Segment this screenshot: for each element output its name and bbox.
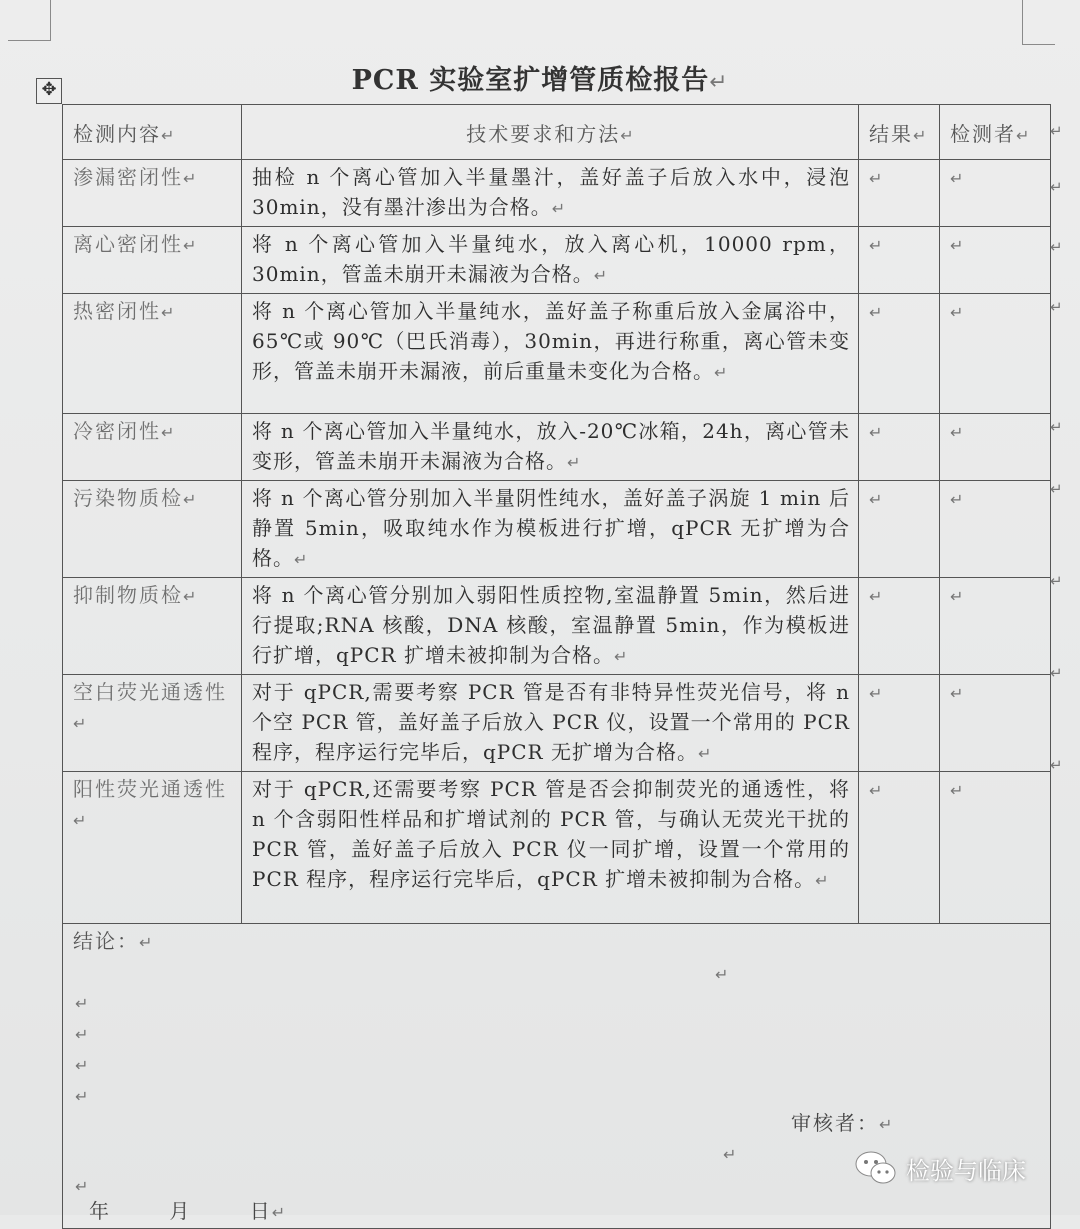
row-method-cell: 将 n 个离心管分别加入半量阴性纯水，盖好盖子涡旋 1 min 后静置 5min，吸取纯水作为模板进行扩增，qPCR 无扩增为合格。↵ [242, 481, 859, 578]
conclusion-label: 结论：↵ [73, 929, 155, 953]
row-result-cell[interactable]: ↵ [859, 414, 940, 481]
row-result-cell[interactable]: ↵ [859, 578, 940, 675]
report-title: PCR 实验室扩增管质检报告↵ [351, 65, 729, 96]
paragraph-mark: ↵ [715, 965, 729, 984]
watermark-text: 检验与临床 [906, 1156, 1026, 1185]
row-item-cell: 冷密闭性↵ [63, 414, 242, 481]
row-item-cell: 渗漏密闭性↵ [63, 160, 242, 227]
row-method-cell: 将 n 个离心管加入半量纯水，放入离心机，10000 rpm，30min，管盖未崩开未漏液为合格。↵ [242, 227, 859, 294]
header-cell-method: 技术要求和方法↵ [242, 105, 859, 160]
row-item-cell: 阳性荧光通透性↵ [63, 772, 242, 924]
row-result-cell[interactable]: ↵ [859, 772, 940, 924]
row-item-cell: 抑制物质检↵ [63, 578, 242, 675]
row-item-cell: 空白荧光通透性↵ [63, 675, 242, 772]
reviewer-label: 审核者：↵ [791, 1111, 895, 1135]
table-row [63, 414, 1051, 481]
table-header-row [63, 105, 1051, 160]
table-row [63, 675, 1051, 772]
header-cell-tester: 检测者↵ [940, 105, 1051, 160]
table-row [63, 160, 1051, 227]
row-result-cell[interactable]: ↵ [859, 675, 940, 772]
row-method-cell: 对于 qPCR,需要考察 PCR 管是否有非特异性荧光信号，将 n 个空 PCR 管，盖好盖子后放入 PCR 仪，设置一个常用的 PCR 程序，程序运行完毕后，qPCR 无扩增为合格。↵ [242, 675, 859, 772]
wechat-icon [854, 1150, 898, 1186]
paragraph-mark: ↵ [723, 1145, 737, 1164]
row-method-cell: 将 n 个离心管加入半量纯水，盖好盖子称重后放入金属浴中，65℃或 90℃（巴氏消毒），30min，再进行称重，离心管未变形，管盖未崩开未漏液，前后重量未变化为合格。↵ [242, 294, 859, 414]
row-tester-cell[interactable]: ↵ [940, 675, 1051, 772]
header-cell-result: 结果↵ [859, 105, 940, 160]
row-result-cell[interactable]: ↵ [859, 160, 940, 227]
paragraph-mark: ↵ [75, 1177, 89, 1196]
table-row [63, 578, 1051, 675]
row-tester-cell[interactable]: ↵ [940, 578, 1051, 675]
row-tester-cell[interactable]: ↵ [940, 160, 1051, 227]
row-method-cell: 将 n 个离心管加入半量纯水，放入-20℃冰箱，24h，离心管未变形，管盖未崩开未漏液为合格。↵ [242, 414, 859, 481]
row-tester-cell[interactable]: ↵ [940, 414, 1051, 481]
header-cell-item: 检测内容↵ [63, 105, 242, 160]
table-row [63, 481, 1051, 578]
row-tester-cell[interactable]: ↵ [940, 772, 1051, 924]
row-method-cell: 抽检 n 个离心管加入半量墨汁，盖好盖子后放入水中，浸泡 30min，没有墨汁渗出为合格。↵ [242, 160, 859, 227]
row-item-cell: 热密闭性↵ [63, 294, 242, 414]
document-page: ✥ PCR 实验室扩增管质检报告↵ 检测内容↵ 技术要求和方法↵ 结果↵ 检测者↵ 渗漏密闭性↵ 抽检 n 个离心管加入半量墨汁，盖好盖子后放入水中，浸泡 30min，没有墨汁渗出为合格。↵ ↵ ↵ 离心密闭性↵ 将 n 个离心管加入半量纯水，放入离心机，10000 rpm，30min，管盖未崩开未漏液为合格。↵ ↵ ↵ 热密闭性↵ 将 n 个离心管加入半量纯水，盖好盖子称重后放入金属浴中，65℃或 90℃（巴氏消毒），30min，再进行称重，离心管未变形，管盖未崩开未漏液，前后重量未变化为合格。↵ ↵ ↵ 冷密闭性↵ 将 n 个离心管加入半量纯水，放入-20℃冰箱，24h，离心管未变形，管盖未崩开未漏液为合格。↵ ↵ ↵ 污染物质检↵ 将 n 个离心管分别加入半量阴性纯水，盖好盖子涡旋 1 min 后静置 5min，吸取纯水作为模板进行扩增，qPCR 无扩增为合格。↵ ↵ ↵ 抑制物质检↵ 将 n 个离心管分别加入弱阳性质控物,室温静置 5min，然后进行提取;RNA 核酸，DNA 核酸，室温静置 5min，作为模板进行扩增，qPCR 扩增未被抑制为合格。↵ ↵ ↵ 空白荧光通透性↵ 对于 qPCR,需要考察 PCR 管是否有非特异性荧光信号，将 n 个空 PCR 管，盖好盖子后放入 PCR 仪，设置一个常用的 PCR 程序，程序运行完毕后，qPCR 无扩增为合格。↵ ↵ ↵ 阳性荧光通透性↵ 对于 qPCR,还需要考察 PCR 管是否会抑制荧光的通透性，将 n 个含弱阳性样品和扩增试剂的 PCR 管，与确认无荧光干扰的 PCR 管，盖好盖子后放入 PCR 仪一同扩增，设置一个常用的 PCR 程序，程序运行完毕后，qPCR 扩增未被抑制为合格。↵ ↵ ↵ 结论：↵ ↵ ↵ ↵ ↵ ↵ 审核者：↵ ↵ ↵ 年 月 日↵ ↵ ↵ ↵ ↵ ↵ ↵ ↵ ↵ ↵ 检验与临床 [0, 0, 1080, 1215]
row-result-cell[interactable]: ↵ [859, 294, 940, 414]
table-row [63, 772, 1051, 924]
row-result-cell[interactable]: ↵ [859, 227, 940, 294]
row-method-cell: 对于 qPCR,还需要考察 PCR 管是否会抑制荧光的通透性，将 n 个含弱阳性样品和扩增试剂的 PCR 管，与确认无荧光干扰的 PCR 管，盖好盖子后放入 PCR 仪一同扩增，设置一个常用的 PCR 程序，程序运行完毕后，qPCR 扩增未被抑制为合格。↵ [242, 772, 859, 924]
report-table [62, 104, 1051, 1229]
watermark [854, 1146, 1026, 1190]
row-method-cell: 将 n 个离心管分别加入弱阳性质控物,室温静置 5min，然后进行提取;RNA 核酸，DNA 核酸，室温静置 5min，作为模板进行扩增，qPCR 扩增未被抑制为合格。↵ [242, 578, 859, 675]
row-tester-cell[interactable]: ↵ [940, 481, 1051, 578]
date-line: 年 月 日↵ [89, 1199, 288, 1223]
crop-mark-top-right [1022, 0, 1055, 45]
row-result-cell[interactable]: ↵ [859, 481, 940, 578]
row-tester-cell[interactable]: ↵ [940, 294, 1051, 414]
table-row [63, 294, 1051, 414]
row-tester-cell[interactable]: ↵ [940, 227, 1051, 294]
table-move-handle-icon[interactable]: ✥ [36, 78, 62, 104]
table-row [63, 227, 1051, 294]
empty-paragraph-marks: ↵ ↵ ↵ ↵ [75, 994, 89, 1106]
crop-mark-top-left [8, 0, 51, 41]
row-item-cell: 污染物质检↵ [63, 481, 242, 578]
row-item-cell: 离心密闭性↵ [63, 227, 242, 294]
